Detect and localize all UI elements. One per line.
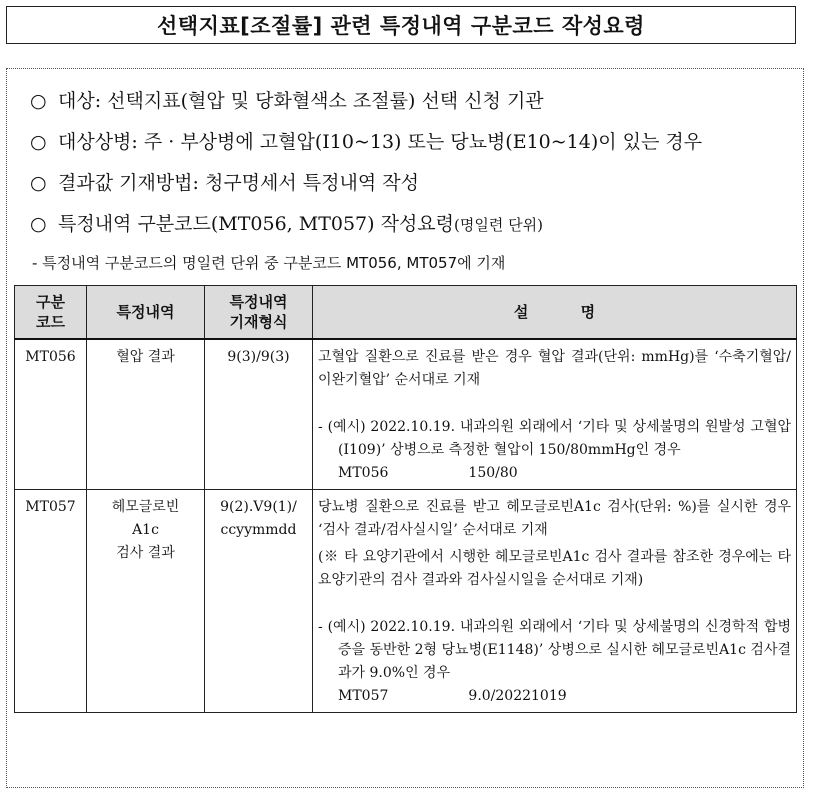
cell-code: MT056: [15, 339, 87, 490]
title-box: [6, 6, 796, 44]
cell-format-line: 9(3)/9(3): [227, 349, 290, 365]
cell-format: [205, 339, 313, 490]
header-code-line2: 코드: [36, 313, 65, 331]
cell-desc: [313, 339, 797, 490]
example-text: - (예시) 2022.10.19. 내과의원 외래에서 ‘기타 및 상세불명의 원발성 고혈압(I109)’ 상병으로 측정한 혈압이 150/80mmHg인 경우: [318, 419, 791, 458]
example-text: - (예시) 2022.10.19. 내과의원 외래에서 ‘기타 및 상세불명의 신경학적 합병증을 동반한 2형 당뇨병(E1148)’ 상병으로 실시한 헤모글로빈A1c 검사결과가 9.0%인 경우: [318, 619, 791, 681]
circle-bullet-icon: ○: [30, 213, 47, 235]
cell-item: [87, 339, 205, 490]
bullet-text: 대상: 선택지표(혈압 및 당화혈색소 조절률) 선택 신청 기관: [58, 90, 544, 112]
header-code-line1: 구분: [36, 293, 65, 311]
table-row: [15, 490, 797, 713]
example-value: 150/80: [468, 465, 518, 481]
note-text: - 특정내역 구분코드의 명일련 단위 중 구분코드 MT056, MT057에 기재: [32, 254, 506, 272]
header-item: 특정내역: [87, 286, 205, 340]
cell-item: [87, 490, 205, 713]
bullet-diagnosis: [30, 127, 702, 154]
circle-bullet-icon: ○: [30, 172, 47, 194]
cell-format: [205, 490, 313, 713]
desc-text: 고혈압 질환으로 진료를 받은 경우 혈압 결과(단위: mmHg)를 ‘수축기혈압/이완기혈압’ 순서대로 기재: [318, 349, 791, 388]
cell-desc: [313, 490, 797, 713]
cell-code: MT057: [15, 490, 87, 713]
bullet-text: 특정내역 구분코드(MT056, MT057) 작성요령: [58, 213, 455, 235]
header-format: [205, 286, 313, 340]
desc-note: (※ 타 요양기관에서 시행한 헤모글로빈A1c 검사 결과를 참조한 경우에는 타 요양기관의 검사 결과와 검사실시일을 순서대로 기재): [318, 549, 791, 588]
spec-table: [14, 285, 797, 713]
circle-bullet-icon: ○: [30, 131, 47, 153]
page-title: 선택지표[조절률] 관련 특정내역 구분코드 작성요령: [157, 14, 645, 38]
header-format-line2: 기재형식: [229, 313, 288, 331]
header-format-line1: 특정내역: [229, 293, 288, 311]
bullet-target: [30, 86, 544, 113]
cell-format-line: 9(2).V9(1)/: [220, 499, 297, 515]
circle-bullet-icon: ○: [30, 90, 47, 112]
example-code: MT057: [338, 688, 389, 704]
header-desc: 설 명: [313, 286, 797, 340]
example-code-line: [318, 462, 791, 485]
example-code: MT056: [338, 465, 389, 481]
example-value: 9.0/20221019: [468, 688, 567, 704]
desc-text: 당뇨병 질환으로 진료를 받고 헤모글로빈A1c 검사(단위: %)를 실시한 경우 ‘검사 결과/검사실시일’ 순서대로 기재: [318, 499, 791, 538]
table-header-row: [15, 286, 797, 340]
bullet-suffix: (명일련 단위): [454, 216, 543, 234]
example-code-line: [318, 685, 791, 708]
header-code: [15, 286, 87, 340]
table-row: [15, 339, 797, 490]
bullet-method: [30, 168, 419, 195]
bullet-text: 대상상병: 주 · 부상병에 고혈압(I10~13) 또는 당뇨병(E10~14)이 있는 경우: [58, 131, 703, 153]
cell-item-line: 헤모글로빈: [111, 499, 180, 515]
cell-format-line: ccyymmdd: [220, 522, 297, 538]
bullet-text: 결과값 기재방법: 청구명세서 특정내역 작성: [58, 172, 419, 194]
cell-item-line: 혈압 결과: [116, 349, 175, 365]
cell-item-line: 검사 결과: [116, 545, 175, 561]
cell-item-line: A1c: [132, 522, 159, 538]
bullet-guide: [30, 209, 543, 236]
